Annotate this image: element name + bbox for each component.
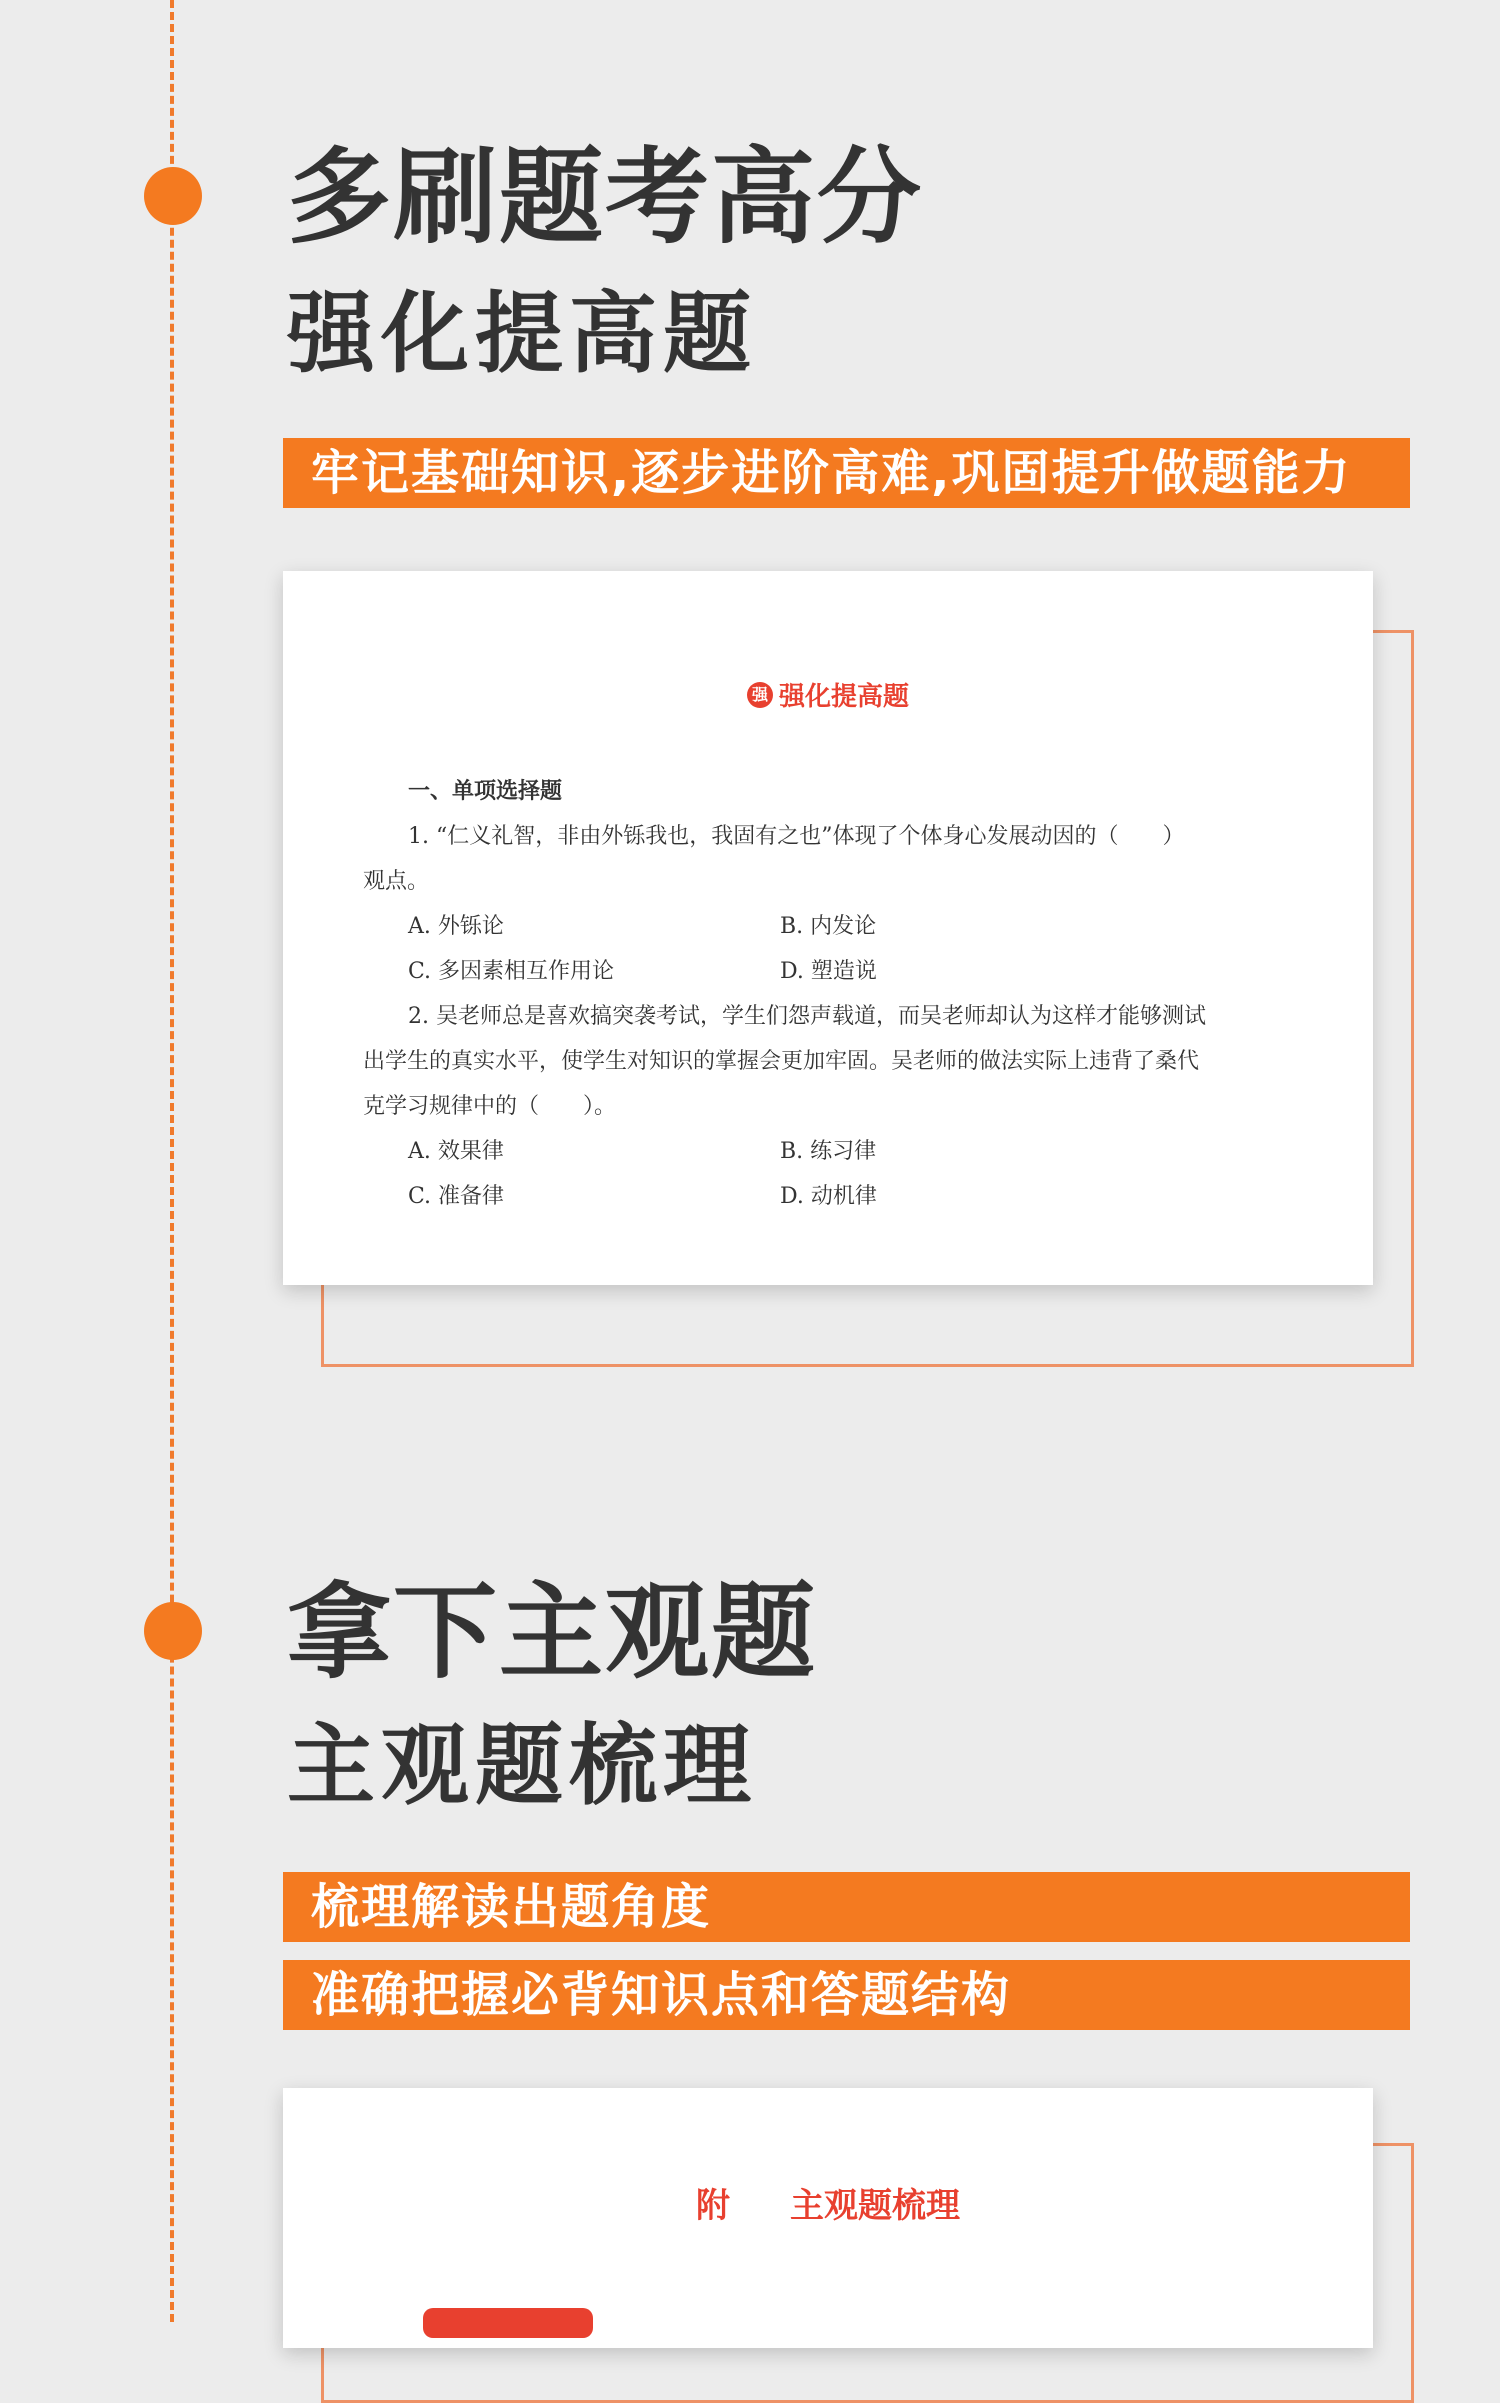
section2-banner-2: 准确把握必背知识点和答题结构 — [283, 1960, 1410, 2030]
option-d: D. 动机律 — [780, 1184, 877, 1209]
question-1-line-2: 观点。 — [363, 869, 430, 894]
section1-title: 多刷题考高分 — [287, 136, 924, 258]
section1-card — [283, 571, 1373, 1285]
section2-card — [283, 2088, 1373, 2348]
timeline-dot-1 — [144, 167, 202, 225]
badge-icon: 强 — [747, 682, 773, 708]
timeline-line — [170, 0, 174, 2322]
option-a: A. 外铄论 — [408, 914, 504, 939]
section1-subtitle: 强化提高题 — [287, 282, 758, 385]
question-2-line-3: 克学习规律中的（ ）。 — [363, 1094, 617, 1119]
section2-subtitle: 主观题梳理 — [287, 1714, 758, 1817]
option-c: C. 准备律 — [408, 1184, 505, 1209]
question-2-line-2: 出学生的真实水平，使学生对知识的掌握会更加牢固。吴老师的做法实际上违背了桑代 — [363, 1049, 1200, 1074]
timeline-dot-2 — [144, 1602, 202, 1660]
section2-banner-1: 梳理解读出题角度 — [283, 1872, 1410, 1942]
option-b: B. 内发论 — [780, 914, 877, 939]
option-b: B. 练习律 — [780, 1139, 877, 1164]
section1-banner: 牢记基础知识,逐步进阶高难,巩固提升做题能力 — [283, 438, 1410, 508]
option-a: A. 效果律 — [408, 1139, 504, 1164]
section2-title: 拿下主观题 — [287, 1571, 818, 1693]
question-1-line-1: 1. “仁义礼智，非由外铄我也，我固有之也”体现了个体身心发展动因的（ ） — [408, 824, 1185, 849]
option-c: C. 多因素相互作用论 — [408, 959, 615, 984]
question-2-line-1: 2. 吴老师总是喜欢搞突袭考试，学生们怨声载道，而吴老师却认为这样才能够测试 — [408, 1004, 1206, 1029]
section1-card-header: 强 强化提高题 — [283, 676, 1373, 713]
section-tag — [423, 2308, 593, 2338]
option-d: D. 塑造说 — [780, 959, 877, 984]
section2-card-header: 附 主观题梳理 — [696, 2186, 960, 2226]
question-section-heading: 一、单项选择题 — [408, 779, 563, 804]
